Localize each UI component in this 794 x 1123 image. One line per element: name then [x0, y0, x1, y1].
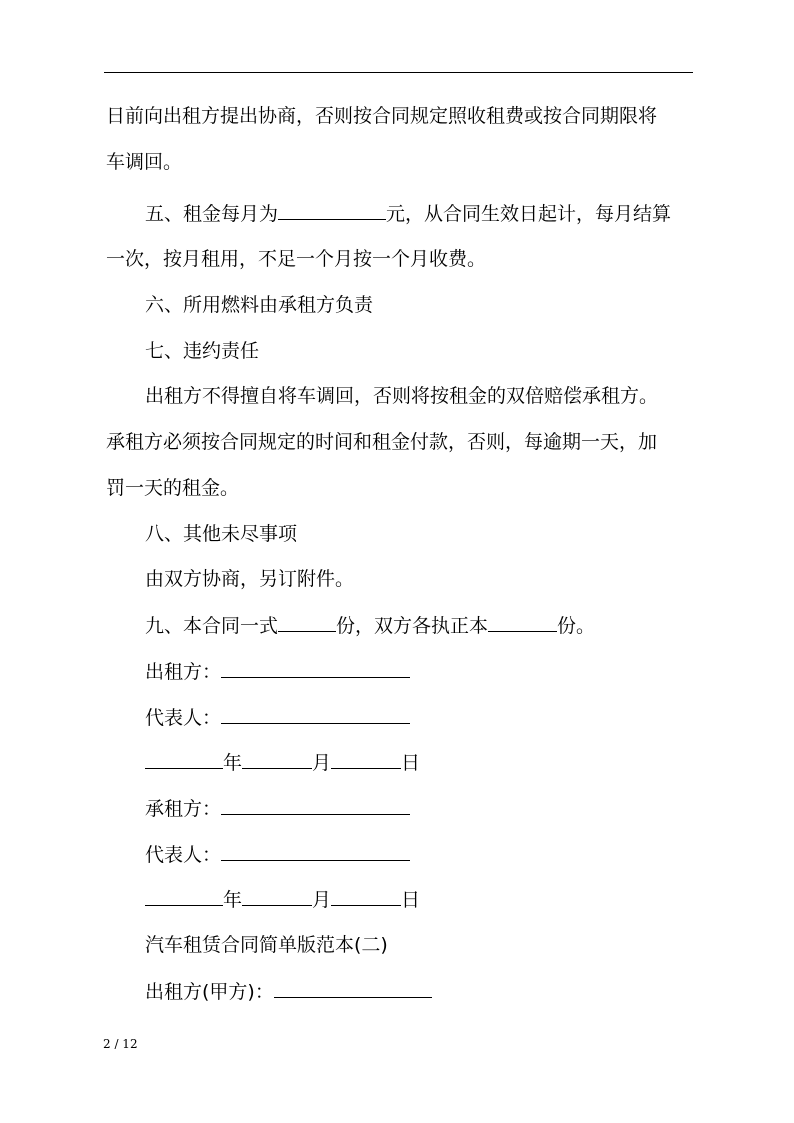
section-heading: 八、其他未尽事项 [145, 523, 298, 545]
lessor-blank [221, 659, 410, 678]
party-a-signature-line [145, 979, 432, 1004]
lessor-date-line [145, 750, 420, 775]
page-number: 2 / 12 [103, 1037, 138, 1051]
party-a-label: 出租方(甲方)： [145, 981, 274, 1003]
year-blank [145, 750, 223, 769]
lessor-rep-blank [221, 705, 410, 724]
lessee-date-line [145, 887, 420, 912]
rent-clause-text: 元，从合同生效日起计，每月结算 [386, 203, 672, 225]
paragraph-line: 一次，按月租用，不足一个月按一个月收费。 [106, 248, 487, 270]
month-label: 月 [312, 889, 332, 911]
lessor-label: 出租方： [145, 661, 222, 683]
paragraph-line: 罚一天的租金。 [106, 477, 240, 499]
originals-blank [488, 613, 557, 632]
copies-clause-text: 份。 [557, 615, 596, 637]
lessor-signature-line [145, 659, 410, 684]
lessee-rep-blank [221, 842, 410, 861]
section-heading: 七、违约责任 [145, 340, 260, 362]
next-section-title: 汽车租赁合同简单版范本(二) [145, 934, 388, 956]
copies-clause-text: 九、本合同一式 [145, 615, 279, 637]
paragraph-line: 由双方协商，另订附件。 [145, 568, 355, 590]
month-label: 月 [312, 752, 332, 774]
lessee-signature-line [145, 796, 410, 821]
lessee-rep-signature-line [145, 842, 410, 867]
month-blank [242, 887, 312, 906]
lessee-label: 承租方： [145, 798, 222, 820]
month-blank [242, 750, 312, 769]
copies-clause-line [145, 613, 595, 638]
paragraph-line: 车调回。 [106, 151, 183, 173]
paragraph-line: 出租方不得擅自将车调回，否则将按租金的双倍赔偿承租方。 [145, 385, 659, 407]
copies-blank [278, 613, 336, 632]
day-label: 日 [401, 752, 421, 774]
year-blank [145, 887, 223, 906]
year-label: 年 [223, 752, 243, 774]
year-label: 年 [223, 889, 243, 911]
lessor-rep-signature-line [145, 705, 410, 730]
section-heading: 六、所用燃料由承租方负责 [145, 294, 374, 316]
copies-clause-text: 份，双方各执正本 [336, 615, 489, 637]
day-blank [331, 750, 401, 769]
paragraph-line: 承租方必须按合同规定的时间和租金付款，否则，每逾期一天，加 [106, 431, 658, 453]
rent-amount-blank [278, 201, 386, 220]
paragraph-line: 日前向出租方提出协商，否则按合同规定照收租费或按合同期限将 [106, 105, 658, 127]
lessee-blank [221, 796, 410, 815]
lessee-rep-label: 代表人： [145, 844, 222, 866]
day-label: 日 [401, 889, 421, 911]
rent-clause-text: 五、租金每月为 [145, 203, 279, 225]
header-rule [104, 72, 693, 73]
day-blank [331, 887, 401, 906]
party-a-blank [274, 979, 432, 998]
lessor-rep-label: 代表人： [145, 707, 222, 729]
rent-clause-line [145, 201, 671, 226]
